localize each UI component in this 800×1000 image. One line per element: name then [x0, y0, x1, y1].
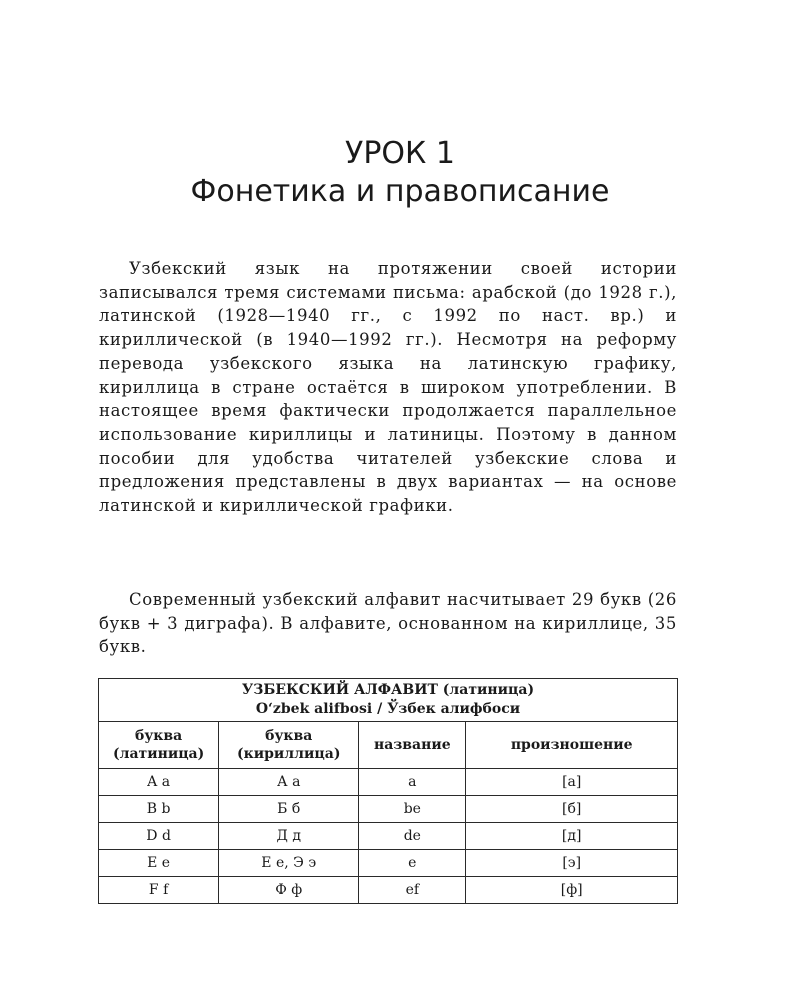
cell-cyrillic: Б б: [219, 796, 359, 823]
cell-latin: D d: [99, 823, 219, 850]
cell-pronunciation: [д]: [466, 823, 678, 850]
cell-cyrillic: А а: [219, 769, 359, 796]
header-latin: [99, 722, 219, 769]
alphabet-table: [98, 678, 678, 904]
table-caption: [99, 679, 678, 722]
header-cyrillic: [219, 722, 359, 769]
lesson-title: Фонетика и правописание: [190, 174, 610, 209]
cell-name: e: [359, 850, 466, 877]
lesson-heading: [0, 135, 800, 211]
cell-latin: B b: [99, 796, 219, 823]
header-cyrillic-line2: (кириллица): [236, 746, 341, 762]
header-latin-line1: буква: [135, 728, 183, 744]
cell-latin: A a: [99, 769, 219, 796]
cell-pronunciation: [б]: [466, 796, 678, 823]
cell-cyrillic: Д д: [219, 823, 359, 850]
table-row: [99, 823, 678, 850]
header-name: название: [359, 722, 466, 769]
cell-name: de: [359, 823, 466, 850]
header-cyrillic-line1: буква: [265, 728, 313, 744]
table-row: [99, 850, 678, 877]
header-latin-line2: (латиница): [112, 746, 205, 762]
alphabet-paragraph: Современный узбекский алфавит насчитывает 29 букв (26 букв + 3 диграфа). В алфавите, основанном на кириллице, 35 букв.: [99, 590, 677, 657]
cell-cyrillic: Е е, Э э: [219, 850, 359, 877]
cell-name: a: [359, 769, 466, 796]
cell-latin: E e: [99, 850, 219, 877]
lesson-number: УРОК 1: [345, 136, 455, 171]
header-pronunciation: произношение: [466, 722, 678, 769]
cell-pronunciation: [ф]: [466, 877, 678, 904]
cell-name: ef: [359, 877, 466, 904]
table-caption-line2: O‘zbek alifbosi / Ўзбек алифбоси: [255, 701, 521, 717]
cell-pronunciation: [а]: [466, 769, 678, 796]
cell-latin: F f: [99, 877, 219, 904]
table-row: [99, 796, 678, 823]
table-caption-line1: УЗБЕКСКИЙ АЛФАВИТ (латиница): [241, 682, 535, 698]
cell-name: be: [359, 796, 466, 823]
table-row: [99, 769, 678, 796]
intro-paragraph: Узбекский язык на протяжении своей истории записывался тремя системами письма: арабской (до 1928 г.), латинской (1928—1940 гг., с 1992 по наст. вр.) и кириллической (в 1940—1992 гг.). Несмотря на реформу перевода узбекского языка на латинскую графику, кириллица в стране остаётся в широком употреблении. В настоящее время фактически продолжается параллельное использование кириллицы и латиницы. Поэтому в данном пособии для удобства читателей узбекские слова и предложения представлены в двух вариантах — на основе латинской и кириллической графики.: [99, 259, 677, 516]
table-row: [99, 877, 678, 904]
cell-pronunciation: [э]: [466, 850, 678, 877]
cell-cyrillic: Ф ф: [219, 877, 359, 904]
